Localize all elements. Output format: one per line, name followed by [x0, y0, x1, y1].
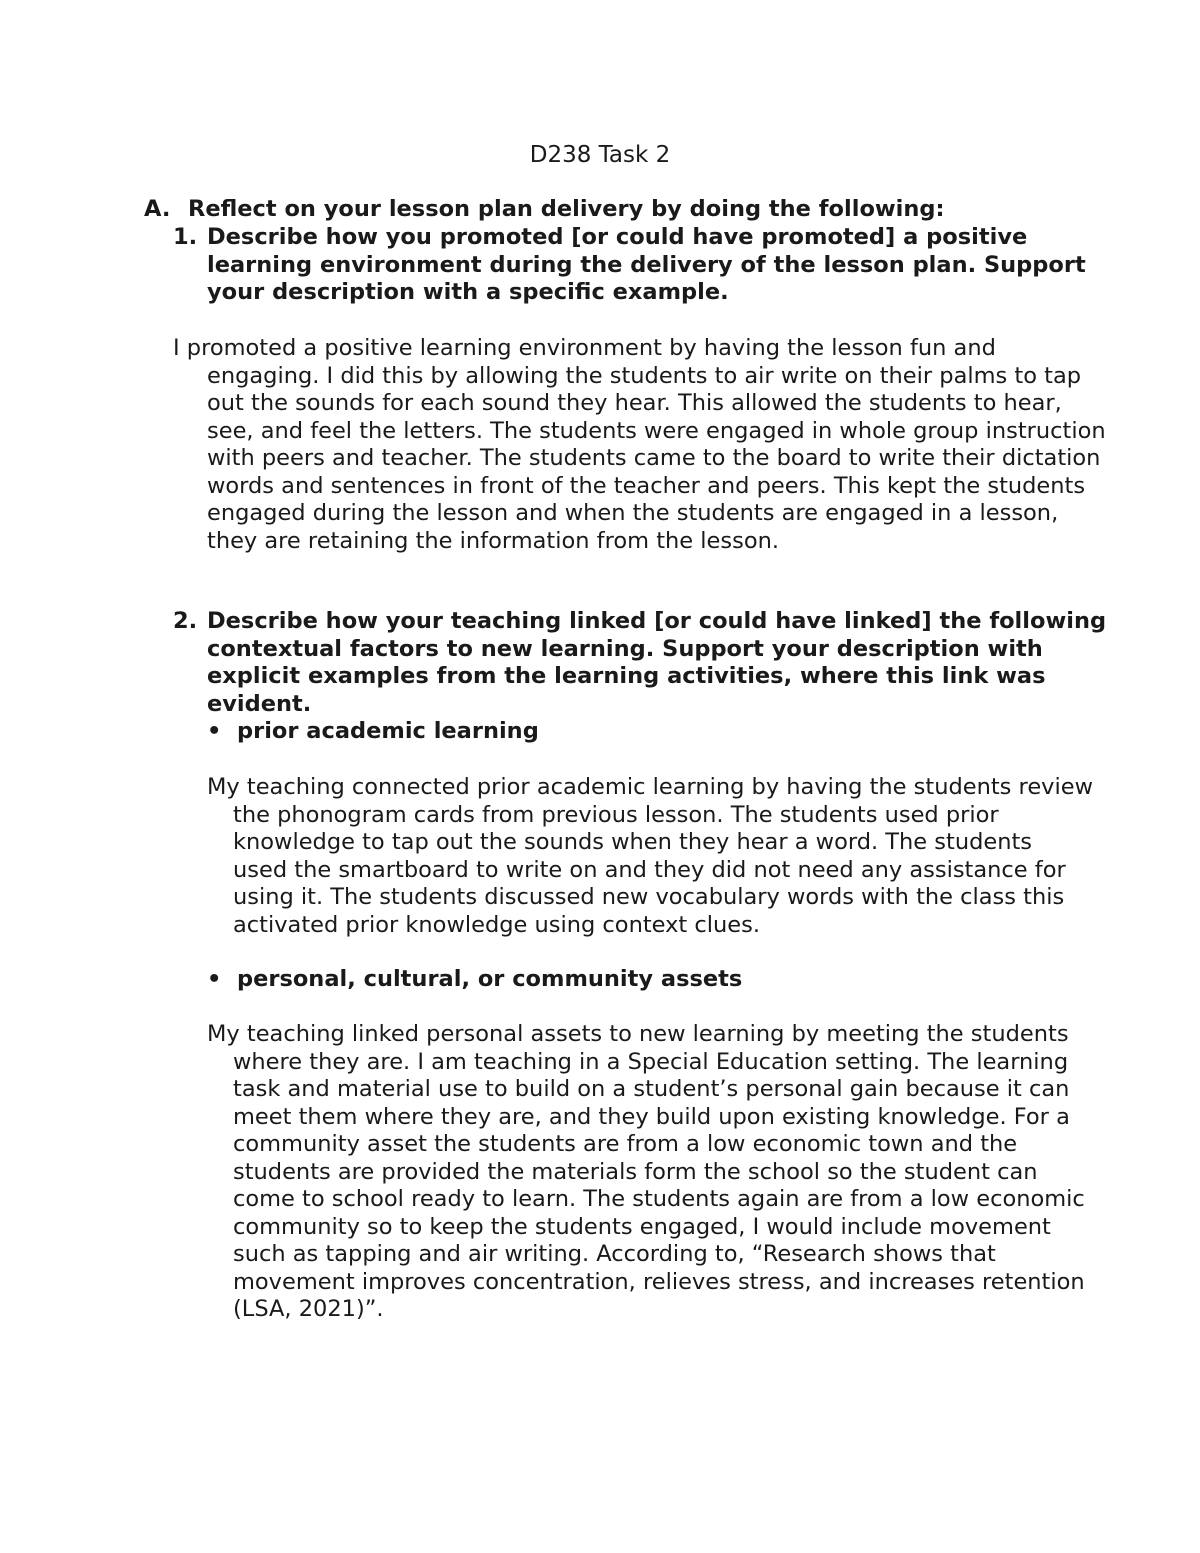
answer-2: My teaching connected prior academic learning by having the students review the phonogram cards from previous lesson. The students used prior knowledge to tap out the sounds when they hear a word. The students used the smartboard to write on and they did not need any assistance for using it. The students discussed new vocabulary words with the class this activated prior knowledge using context clues.	[207, 774, 1093, 938]
section-a-marker: A.	[144, 196, 171, 222]
question-1-marker: 1.	[173, 224, 198, 250]
answer-1: I promoted a positive learning environment by having the lesson fun and engaging. I did this by allowing the students to air write on their palms to tap out the sounds for each sound they hear. This allowed the students to hear, see, and feel the letters. The students were engaged in whole group instruction with peers and teacher. The students came to the board to write their dictation words and sentences in front of the teacher and peers. This kept the students engaged during the lesson and when the students are engaged in a lesson, they are retaining the information from the lesson.	[173, 335, 1106, 554]
bullet-1-text: prior academic learning	[237, 718, 539, 744]
document-title: D238 Task 2	[529, 142, 671, 168]
bullet-community-assets	[207, 966, 1067, 994]
question-2-marker: 2.	[173, 608, 198, 634]
section-a-heading	[144, 196, 1064, 224]
section-a-text: Reflect on your lesson plan delivery by doing the following:	[188, 196, 945, 222]
question-1-text: Describe how you promoted [or could have promoted] a positive learning environment during the delivery of the lesson plan. Support your description with a specific example.	[207, 224, 1086, 305]
answer-3: My teaching linked personal assets to new learning by meeting the students where they are. I am teaching in a Special Education setting. The learning task and material use to build on a student’s personal gain because it can meet them where they are, and they build upon existing knowledge. For a community asset the students are from a low economic town and the students are provided the materials form the school so the student can come to school ready to learn. The students again are from a low economic community so to keep the students engaged, I would include movement such as tapping and air writing. According to, “Research shows that movement improves concentration, relieves stress, and increases retention (LSA, 2021)”.	[207, 1021, 1085, 1322]
bullet-icon: •	[207, 718, 222, 744]
bullet-2-text: personal, cultural, or community assets	[237, 966, 743, 992]
question-1	[173, 224, 1107, 307]
bullet-prior-academic-learning	[207, 718, 1067, 746]
question-2-text: Describe how your teaching linked [or could have linked] the following contextual factors to new learning. Support your description with explicit examples from the learning activities, where this link was evident.	[207, 608, 1107, 717]
bullet-icon: •	[207, 966, 222, 992]
question-2	[173, 608, 1107, 718]
